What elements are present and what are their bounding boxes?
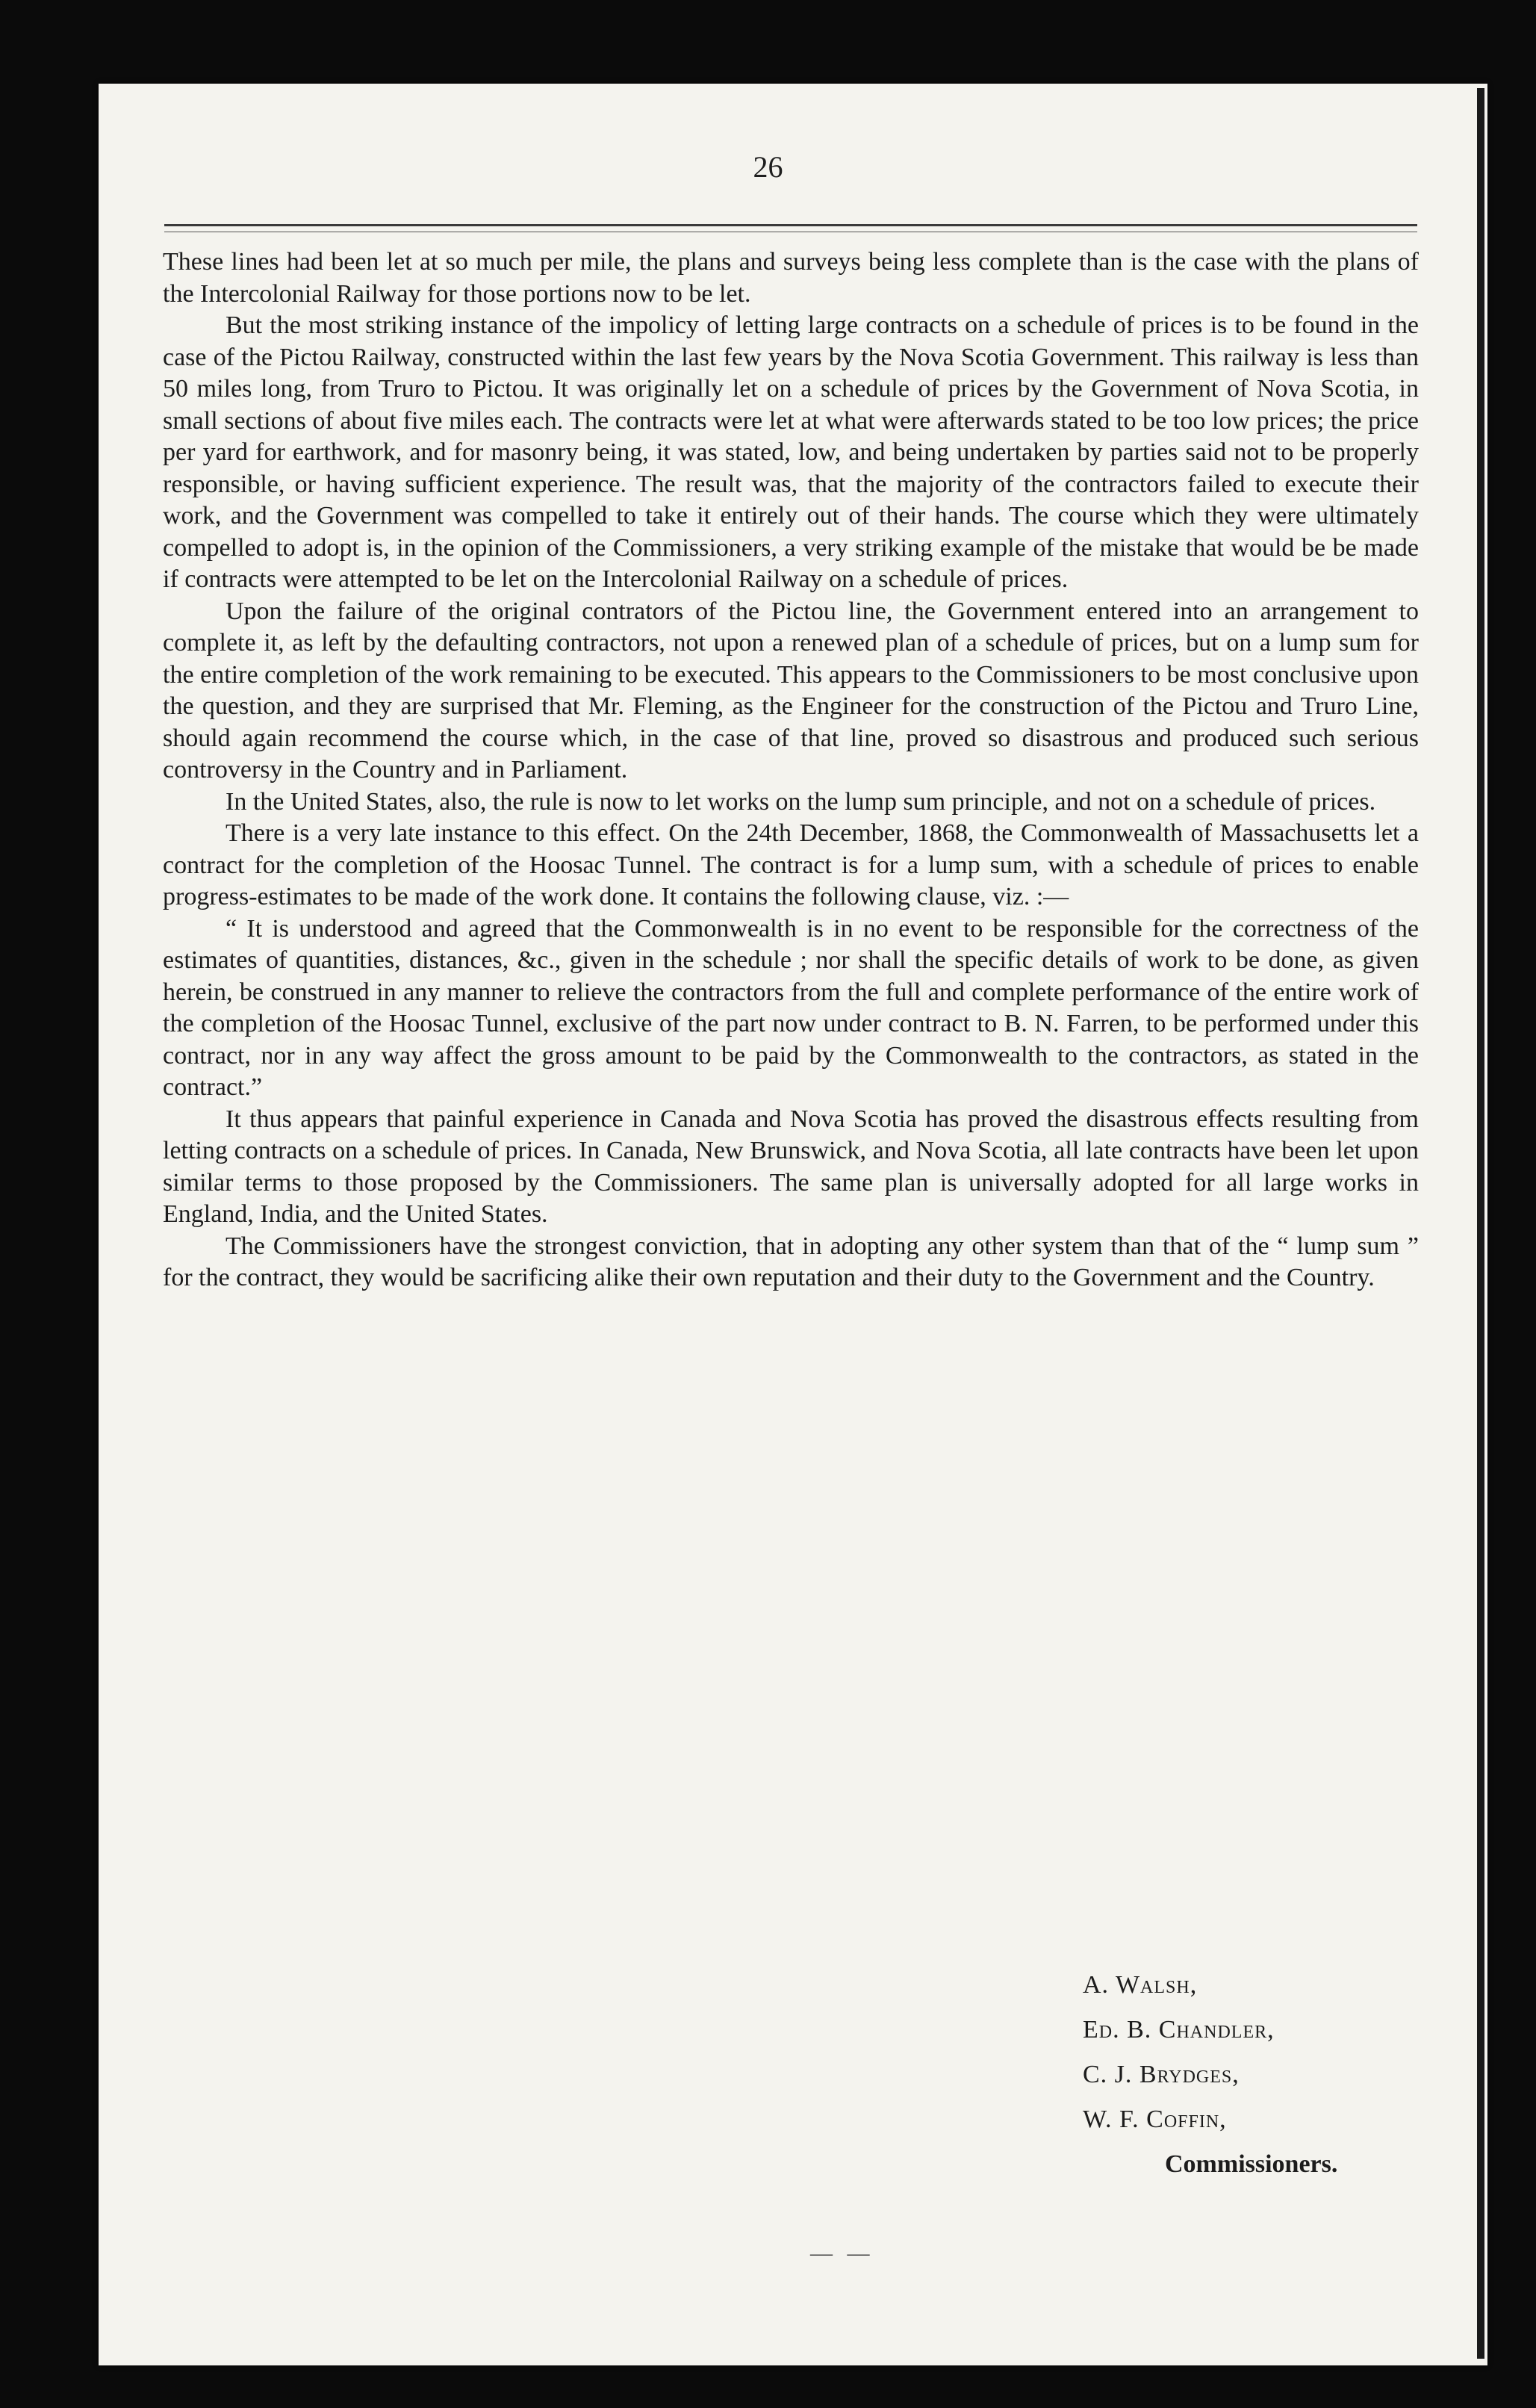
paragraph-2: But the most striking instance of the impolicy of letting large contracts on a schedule of prices is to be found in the case of the Pictou Railway, constructed within the last few years by the Nova Scotia Government. This railway is less than 50 miles long, from Truro to Pictou. It was originally let on a schedule of prices by the Government of Nova Scotia, in small sections of about five miles each. The contracts were let at what were afterwards stated to be too low prices; the price per yard for earthwork, and for masonry being, it was stated, low, and being undertaken by parties said not to be properly responsible, or having sufficient experience. The result was, that the majority of the contractors failed to execute their work, and the Government was compelled to take it entirely out of their hands. The course which they were ultimately compelled to adopt is, in the opinion of the Commissioners, a very striking example of the mistake that would be be made if contracts were attempted to be let on the Intercolonial Railway on a schedule of prices. (163, 311, 1419, 593)
signatory-2: Ed. B. Chandler, (1083, 2016, 1275, 2044)
signature-block (1083, 1963, 1337, 2187)
signatory-4: W. F. Coffin, (1083, 2106, 1227, 2133)
paragraph-1: These lines had been let at so much per mile, the plans and surveys being less complete than is the case with the plans of the Intercolonial Railway for those portions now to be let. (163, 248, 1419, 308)
page-edge-rule (1477, 88, 1484, 2359)
header-rule (164, 224, 1417, 226)
paragraph-6-quotation: “ It is understood and agreed that the Commonwealth is in no event to be responsible for the correctness of the estimates of quantities, distances, &c., given in the schedule ; nor shall the specific details of work to be done, as given herein, be construed in any manner to relieve the contractors from the full and complete performance of the entire work of the completion of the Hoosac Tunnel, exclusive of the part now under contract to B. N. Farren, to be performed under this contract, nor in any way affect the gross amount to be paid by the Commonwealth to the contractors, as stated in the contract.” (163, 914, 1419, 1101)
signatory-1: A. Walsh, (1083, 1971, 1198, 1999)
page-number: 26 (753, 150, 783, 184)
signatory-title: Commissioners. (1165, 2150, 1338, 2178)
paragraph-3: Upon the failure of the original contrators of the Pictou line, the Government entered into an arrangement to complete it, as left by the defaulting contractors, not upon a renewed plan of a schedule of prices, but on a lump sum for the entire completion of the work remaining to be executed. This appears to the Commissioners to be most conclusive upon the question, and they are surprised that Mr. Fleming, as the Engineer for the construction of the Pictou and Truro Line, should again recommend the course which, in the case of that line, proved so disastrous and produced such serious controversy in the Country and in Parliament. (163, 597, 1419, 783)
paragraph-5: There is a very late instance to this effect. On the 24th December, 1868, the Commonwealth of Massachusetts let a contract for the completion of the Hoosac Tunnel. The contract is for a lump sum, with a schedule of prices to enable progress-estimates to be made of the work done. It contains the following clause, viz. :— (163, 819, 1419, 910)
signatory-3: C. J. Brydges, (1083, 2061, 1240, 2088)
paragraph-8: The Commissioners have the strongest conviction, that in adopting any other system than that of the “ lump sum ” for the contract, they would be sacrificing alike their own reputation and their duty to the Government and the Country. (163, 1232, 1419, 1291)
body-text (163, 246, 1419, 1294)
end-mark: — — (810, 2241, 874, 2265)
paragraph-4: In the United States, also, the rule is now to let works on the lump sum principle, and not on a schedule of prices. (226, 787, 1376, 816)
paragraph-7: It thus appears that painful experience in Canada and Nova Scotia has proved the disastrous effects resulting from letting contracts on a schedule of prices. In Canada, New Brunswick, and Nova Scotia, all late contracts have been let upon similar terms to those proposed by the Commissioners. The same plan is universally adopted for all large works in England, India, and the United States. (163, 1105, 1419, 1228)
